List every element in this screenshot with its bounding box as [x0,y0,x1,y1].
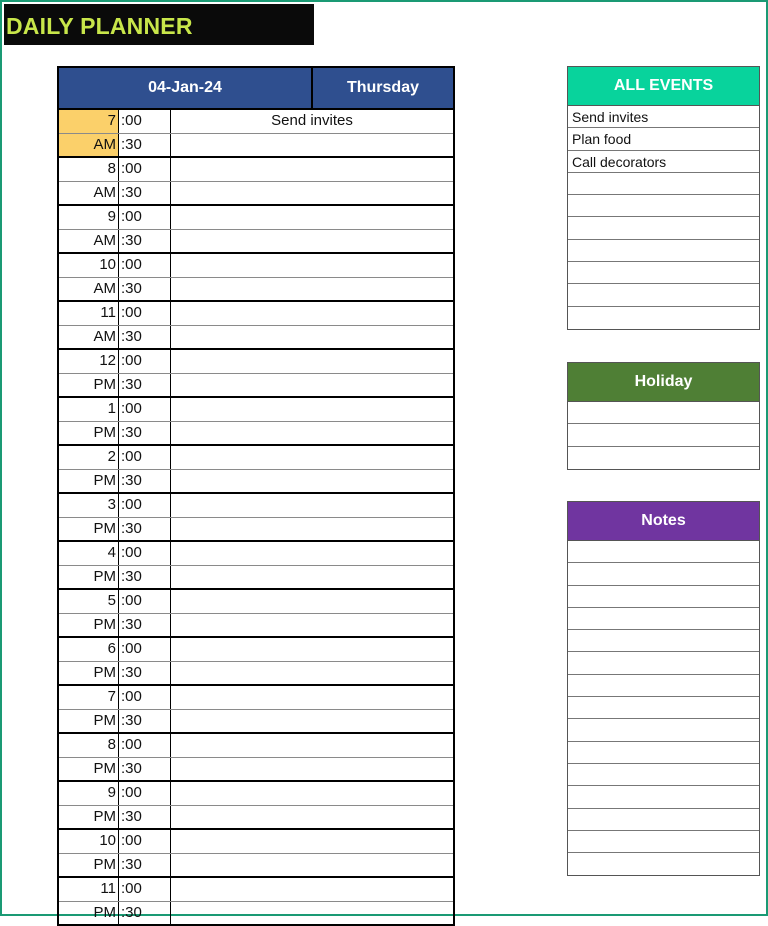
hour-cell[interactable]: 6 [107,640,116,657]
page-title: DAILY PLANNER [4,4,314,45]
minute-cell[interactable]: :00 [118,254,171,277]
minute-cell[interactable]: :30 [118,470,171,493]
time-row-00 [59,158,453,181]
minute-cell[interactable]: :30 [118,374,171,397]
time-row-30 [59,853,453,877]
date-cell[interactable]: 04-Jan-24 [59,68,313,108]
time-row-30 [59,901,453,925]
schedule-header [59,66,453,110]
period-cell[interactable]: PM [93,615,116,633]
minute-cell[interactable]: :30 [118,902,171,925]
hour-cell[interactable]: 10 [99,832,116,849]
hour-block [59,638,453,686]
time-row-30 [59,661,453,685]
event-cell[interactable] [171,158,453,181]
time-row-00 [59,638,453,661]
notes-list-item[interactable] [568,541,759,563]
hour-block [59,446,453,494]
time-row-30 [59,565,453,589]
hour-block [59,350,453,398]
event-list-item[interactable] [568,307,759,329]
minute-cell[interactable]: :00 [118,494,171,517]
day-cell[interactable]: Thursday [346,79,419,96]
period-cell[interactable]: PM [93,375,116,393]
minute-cell[interactable]: :00 [118,446,171,469]
minute-cell[interactable]: :30 [118,326,171,349]
notes-list-item[interactable] [568,786,759,808]
notes-list-item[interactable] [568,586,759,608]
event-cell[interactable] [171,470,453,493]
event-cell[interactable] [171,182,453,205]
minute-cell[interactable]: :30 [118,182,171,205]
notes-list-item[interactable] [568,563,759,585]
period-cell[interactable]: PM [93,855,116,873]
time-row-00 [59,782,453,805]
notes-list-item[interactable] [568,853,759,875]
minute-cell[interactable]: :00 [118,878,171,901]
minute-cell[interactable]: :30 [118,758,171,781]
event-cell[interactable] [171,638,453,661]
time-row-30 [59,805,453,829]
minute-cell[interactable]: :00 [118,206,171,229]
event-cell[interactable] [171,326,453,349]
notes-list-item[interactable] [568,697,759,719]
event-cell[interactable] [171,398,453,421]
period-cell[interactable]: PM [93,807,116,825]
period-cell[interactable]: AM [93,279,116,297]
event-list-item[interactable] [568,262,759,284]
period-cell[interactable]: AM [93,183,116,201]
notes-panel [567,501,760,876]
time-row-00 [59,494,453,517]
hour-rows [59,110,453,924]
notes-list-item[interactable] [568,608,759,630]
time-row-00 [59,398,453,421]
period-cell[interactable]: PM [93,567,116,585]
hour-cell[interactable]: 9 [107,784,116,801]
notes-list-item[interactable] [568,652,759,674]
event-cell[interactable] [171,254,453,277]
time-row-30 [59,229,453,253]
period-cell[interactable]: PM [93,903,116,921]
time-row-00 [59,878,453,901]
holiday-header: Holiday [568,363,759,402]
event-list-item[interactable]: Send invites [568,106,759,128]
event-cell[interactable] [171,230,453,253]
minute-cell[interactable]: :30 [118,710,171,733]
minute-cell[interactable]: :30 [118,854,171,877]
hour-block [59,830,453,878]
hour-block [59,590,453,638]
event-cell[interactable] [171,206,453,229]
time-row-00 [59,446,453,469]
time-row-00 [59,254,453,277]
time-row-00 [59,302,453,325]
event-cell[interactable] [171,734,453,757]
hour-cell[interactable]: 11 [100,304,116,321]
notes-list-item[interactable] [568,831,759,853]
all-events-panel [567,66,760,330]
hour-block [59,686,453,734]
event-cell[interactable] [171,854,453,877]
minute-cell[interactable]: :00 [118,830,171,853]
hour-cell[interactable]: 8 [107,736,116,753]
hour-cell[interactable]: 2 [107,448,116,465]
event-cell[interactable] [171,518,453,541]
hour-cell[interactable]: 9 [107,208,116,225]
event-cell[interactable] [171,278,453,301]
hour-cell[interactable]: 1 [107,400,116,417]
event-list-item[interactable] [568,240,759,262]
minute-cell[interactable]: :30 [118,518,171,541]
event-cell[interactable] [171,350,453,373]
time-row-30 [59,469,453,493]
hour-cell[interactable]: 8 [107,160,116,177]
event-cell[interactable] [171,134,453,157]
time-row-00 [59,542,453,565]
time-row-30 [59,325,453,349]
time-row-00 [59,734,453,757]
hour-block [59,254,453,302]
event-cell[interactable] [171,806,453,829]
hour-cell[interactable]: 4 [107,544,116,561]
event-cell[interactable] [171,830,453,853]
event-cell[interactable] [171,542,453,565]
time-row-30 [59,181,453,205]
hour-block [59,206,453,254]
hour-cell[interactable]: 7 [59,110,118,133]
minute-cell[interactable]: :00 [118,350,171,373]
period-cell[interactable]: PM [93,471,116,489]
minute-cell[interactable]: :30 [118,662,171,685]
event-cell[interactable] [171,614,453,637]
event-list-item[interactable]: Plan food [568,128,759,150]
minute-cell[interactable]: :00 [118,158,171,181]
all-events-header: ALL EVENTS [568,67,759,106]
hour-block [59,878,453,924]
hour-cell[interactable]: 10 [99,256,116,273]
minute-cell[interactable]: :00 [118,542,171,565]
time-row-30 [59,133,453,157]
minute-cell[interactable]: :00 [118,110,171,133]
event-cell[interactable] [171,782,453,805]
hour-block [59,542,453,590]
minute-cell[interactable]: :30 [118,614,171,637]
event-list-item[interactable]: Call decorators [568,151,759,173]
period-cell[interactable]: AM [93,231,116,249]
holiday-list-item[interactable] [568,402,759,424]
event-cell[interactable] [171,710,453,733]
time-row-30 [59,277,453,301]
hour-block [59,734,453,782]
event-list-item[interactable] [568,195,759,217]
daily-schedule-table [57,66,455,926]
event-cell[interactable] [171,374,453,397]
period-cell[interactable]: PM [93,423,116,441]
hour-block [59,110,453,158]
hour-block [59,494,453,542]
notes-list-item[interactable] [568,675,759,697]
period-cell[interactable]: PM [93,519,116,537]
time-row-30 [59,613,453,637]
minute-cell[interactable]: :00 [118,782,171,805]
event-cell[interactable] [171,566,453,589]
event-cell[interactable] [171,686,453,709]
hour-cell[interactable]: 5 [107,592,116,609]
notes-list-item[interactable] [568,764,759,786]
period-cell[interactable]: PM [93,663,116,681]
period-cell[interactable]: AM [59,134,118,157]
event-cell[interactable] [171,902,453,925]
time-row-30 [59,517,453,541]
hour-cell[interactable]: 12 [99,352,116,369]
holiday-panel [567,362,760,470]
time-row-00 [59,686,453,709]
notes-list-item[interactable] [568,809,759,831]
minute-cell[interactable]: :00 [118,638,171,661]
event-cell[interactable] [171,878,453,901]
hour-cell[interactable]: 7 [107,688,116,705]
period-cell[interactable]: PM [93,711,116,729]
event-cell[interactable] [171,662,453,685]
event-cell[interactable] [171,590,453,613]
hour-cell[interactable]: 3 [107,496,116,513]
minute-cell[interactable]: :00 [118,734,171,757]
hour-cell[interactable]: 11 [100,880,116,897]
hour-block [59,782,453,830]
hour-block [59,398,453,446]
time-row-30 [59,373,453,397]
notes-header: Notes [568,502,759,541]
hour-block [59,158,453,206]
event-cell[interactable] [171,494,453,517]
time-row-30 [59,421,453,445]
event-list-item[interactable] [568,217,759,239]
notes-list-item[interactable] [568,630,759,652]
minute-cell[interactable]: :30 [118,278,171,301]
event-cell[interactable] [171,446,453,469]
minute-cell[interactable]: :30 [118,566,171,589]
time-row-00 [59,110,453,133]
minute-cell[interactable]: :00 [118,590,171,613]
holiday-list-item[interactable] [568,424,759,446]
time-row-00 [59,830,453,853]
event-list-item[interactable] [568,284,759,306]
notes-list-item[interactable] [568,719,759,741]
time-row-00 [59,590,453,613]
event-cell[interactable]: Send invites [271,112,353,129]
period-cell[interactable]: PM [93,759,116,777]
time-row-30 [59,709,453,733]
holiday-list-item[interactable] [568,447,759,469]
event-cell[interactable] [171,422,453,445]
minute-cell[interactable]: :30 [118,134,171,157]
event-cell[interactable] [171,302,453,325]
minute-cell[interactable]: :00 [118,686,171,709]
notes-list-item[interactable] [568,742,759,764]
period-cell[interactable]: AM [93,327,116,345]
minute-cell[interactable]: :00 [118,398,171,421]
time-row-00 [59,350,453,373]
event-list-item[interactable] [568,173,759,195]
event-cell[interactable] [171,758,453,781]
minute-cell[interactable]: :30 [118,230,171,253]
time-row-00 [59,206,453,229]
minute-cell[interactable]: :00 [118,302,171,325]
hour-block [59,302,453,350]
minute-cell[interactable]: :30 [118,422,171,445]
minute-cell[interactable]: :30 [118,806,171,829]
time-row-30 [59,757,453,781]
